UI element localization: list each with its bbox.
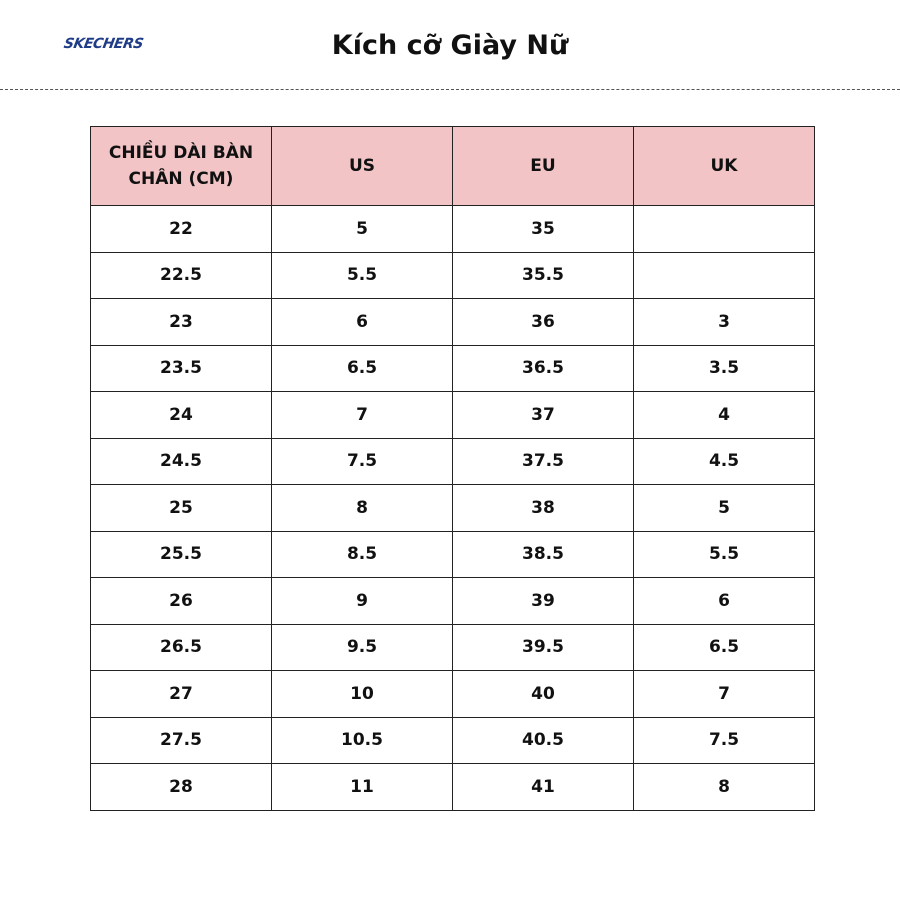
cell-uk: 8 bbox=[634, 764, 815, 811]
cell-eu: 41 bbox=[453, 764, 634, 811]
cell-foot-length: 23 bbox=[91, 299, 272, 346]
table-row bbox=[91, 531, 815, 578]
cell-eu: 35 bbox=[453, 206, 634, 253]
cell-uk: 7 bbox=[634, 671, 815, 718]
cell-foot-length: 24 bbox=[91, 392, 272, 439]
cell-foot-length: 24.5 bbox=[91, 438, 272, 485]
cell-foot-length: 26.5 bbox=[91, 624, 272, 671]
page-title: Kích cỡ Giày Nữ bbox=[331, 30, 569, 61]
cell-us: 6 bbox=[272, 299, 453, 346]
cell-us: 7 bbox=[272, 392, 453, 439]
cell-foot-length: 22 bbox=[91, 206, 272, 253]
cell-eu: 39 bbox=[453, 578, 634, 625]
cell-uk: 3.5 bbox=[634, 345, 815, 392]
table-row bbox=[91, 578, 815, 625]
header-us: US bbox=[272, 127, 453, 206]
cell-uk: 6 bbox=[634, 578, 815, 625]
table-row bbox=[91, 717, 815, 764]
cell-eu: 37.5 bbox=[453, 438, 634, 485]
table-row bbox=[91, 764, 815, 811]
cell-foot-length: 23.5 bbox=[91, 345, 272, 392]
cell-eu: 38 bbox=[453, 485, 634, 532]
table-row bbox=[91, 624, 815, 671]
table-row bbox=[91, 345, 815, 392]
table-row bbox=[91, 485, 815, 532]
cell-eu: 37 bbox=[453, 392, 634, 439]
cell-eu: 40 bbox=[453, 671, 634, 718]
cell-us: 9.5 bbox=[272, 624, 453, 671]
cell-eu: 40.5 bbox=[453, 717, 634, 764]
cell-uk: 7.5 bbox=[634, 717, 815, 764]
cell-us: 5.5 bbox=[272, 252, 453, 299]
cell-uk: 6.5 bbox=[634, 624, 815, 671]
table-row bbox=[91, 671, 815, 718]
cell-uk bbox=[634, 206, 815, 253]
cell-foot-length: 27.5 bbox=[91, 717, 272, 764]
cell-us: 11 bbox=[272, 764, 453, 811]
header-uk: UK bbox=[634, 127, 815, 206]
cell-foot-length: 25 bbox=[91, 485, 272, 532]
cell-uk: 4.5 bbox=[634, 438, 815, 485]
cell-foot-length: 25.5 bbox=[91, 531, 272, 578]
size-chart-table bbox=[90, 126, 815, 811]
cell-foot-length: 26 bbox=[91, 578, 272, 625]
cell-us: 8 bbox=[272, 485, 453, 532]
cell-uk: 3 bbox=[634, 299, 815, 346]
header-eu: EU bbox=[453, 127, 634, 206]
cell-foot-length: 27 bbox=[91, 671, 272, 718]
cell-eu: 35.5 bbox=[453, 252, 634, 299]
cell-us: 7.5 bbox=[272, 438, 453, 485]
cell-us: 10.5 bbox=[272, 717, 453, 764]
table-row bbox=[91, 206, 815, 253]
cell-foot-length: 28 bbox=[91, 764, 272, 811]
cell-uk: 5 bbox=[634, 485, 815, 532]
cell-eu: 39.5 bbox=[453, 624, 634, 671]
cell-eu: 36.5 bbox=[453, 345, 634, 392]
cell-uk bbox=[634, 252, 815, 299]
cell-uk: 5.5 bbox=[634, 531, 815, 578]
cell-us: 10 bbox=[272, 671, 453, 718]
cell-uk: 4 bbox=[634, 392, 815, 439]
cell-us: 9 bbox=[272, 578, 453, 625]
table-header-row bbox=[91, 127, 815, 206]
dashed-divider bbox=[0, 89, 900, 90]
header-foot-length: CHIỀU DÀI BÀN CHÂN (CM) bbox=[91, 127, 272, 206]
brand-logo: SKECHERS bbox=[62, 36, 145, 52]
cell-eu: 36 bbox=[453, 299, 634, 346]
cell-us: 6.5 bbox=[272, 345, 453, 392]
cell-us: 5 bbox=[272, 206, 453, 253]
table-row bbox=[91, 252, 815, 299]
table-row bbox=[91, 299, 815, 346]
cell-us: 8.5 bbox=[272, 531, 453, 578]
cell-eu: 38.5 bbox=[453, 531, 634, 578]
cell-foot-length: 22.5 bbox=[91, 252, 272, 299]
table-row bbox=[91, 392, 815, 439]
table-row bbox=[91, 438, 815, 485]
